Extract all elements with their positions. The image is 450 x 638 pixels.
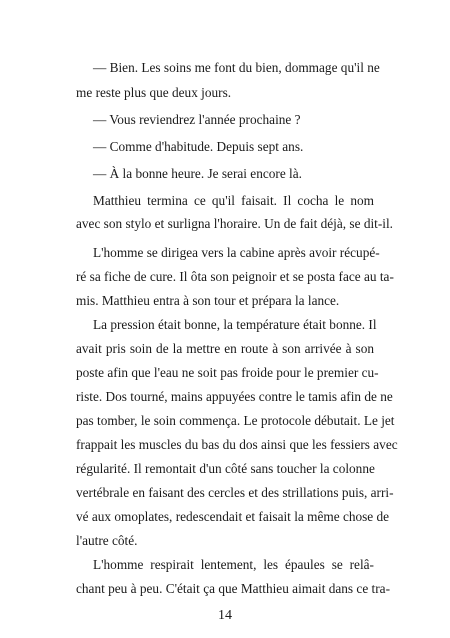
- text-line: avait pris soin de la mettre en route à son arrivée à son: [76, 341, 374, 356]
- text-line: mis. Matthieu entra à son tour et prépara la lance.: [76, 293, 340, 308]
- text-line: vertébrale en faisant des cercles et des strillations puis, arri-: [76, 485, 394, 500]
- text-line: régularité. Il remontait d'un côté sans toucher la colonne: [76, 461, 375, 476]
- text-line: pas tomber, le soin commença. Le protocole débutait. Le jet: [76, 413, 395, 428]
- text-line: L'homme se dirigea vers la cabine après avoir récupé-: [93, 245, 380, 260]
- text-line: La pression était bonne, la température était bonne. Il: [93, 317, 377, 332]
- text-line: me reste plus que deux jours.: [76, 85, 232, 100]
- text-line: Matthieu termina ce qu'il faisait. Il cocha le nom: [93, 193, 374, 208]
- text-line: avec son stylo et surligna l'horaire. Un de fait déjà, se dit-il.: [76, 216, 393, 231]
- text-line: l'autre côté.: [76, 533, 138, 548]
- page-number: 14: [218, 608, 232, 623]
- text-line: — Bien. Les soins me font du bien, dommage qu'il ne: [93, 60, 380, 75]
- text-line: — À la bonne heure. Je serai encore là.: [93, 166, 302, 181]
- text-line: ré sa fiche de cure. Il ôta son peignoir et se posta face au ta-: [76, 269, 394, 284]
- text-line: — Vous reviendrez l'année prochaine ?: [93, 112, 301, 127]
- text-line: chant peu à peu. C'était ça que Matthieu aimait dans ce tra-: [76, 581, 391, 596]
- text-line: frappait les muscles du bas du dos ainsi que les fessiers avec: [76, 437, 398, 452]
- text-line: — Comme d'habitude. Depuis sept ans.: [93, 139, 304, 154]
- text-line: riste. Dos tourné, mains appuyées contre le tamis afin de ne: [76, 389, 393, 404]
- text-line: poste afin que l'eau ne soit pas froide pour le premier cu-: [76, 365, 379, 380]
- text-line: vé aux omoplates, redescendait et faisait la même chose de: [76, 509, 390, 524]
- text-line: L'homme respirait lentement, les épaules se relâ-: [93, 557, 374, 572]
